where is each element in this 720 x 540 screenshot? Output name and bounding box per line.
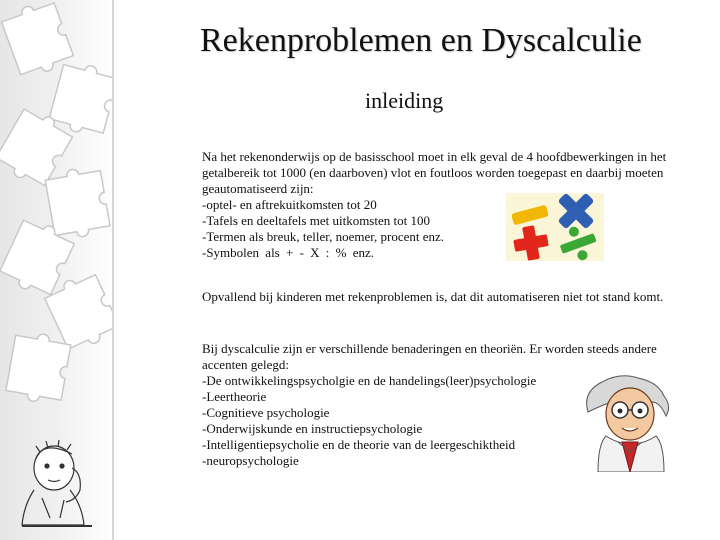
professor-illustration	[578, 372, 680, 472]
theory-item: -Intelligentiepsycholie en de theorie van de leergeschiktheid	[202, 437, 516, 452]
theories-intro: Bij dyscalculie zijn er verschillende benaderingen en theoriën. Er worden steeds andere accenten gelegd:	[202, 341, 657, 372]
requirement-item: -optel- en aftrekuitkomsten tot 20	[202, 197, 377, 212]
theory-item: -Leertheorie	[202, 389, 267, 404]
slide-title: Rekenproblemen en Dyscalculie	[200, 22, 642, 59]
left-decor-strip	[0, 0, 112, 540]
theory-item: -neuropsychologie	[202, 453, 299, 468]
requirements-intro: Na het rekenonderwijs op de basisschool moet in elk geval de 4 hoofdbewerkingen in het getalbereik tot 1000 (en daarboven) vlot en foutloos worden toegepast en daarbij moeten geautomatiseerd zijn:	[202, 149, 667, 196]
slide-subtitle: inleiding	[365, 88, 444, 113]
theory-item: -Cognitieve psychologie	[202, 405, 330, 420]
observation-text: Opvallend bij kinderen met rekenproblemen is, dat dit automatiseren niet tot stand komt.	[202, 289, 664, 304]
requirement-item: -Symbolen als + - X : % enz.	[202, 245, 375, 260]
observation-block	[202, 289, 697, 305]
thinking-student-illustration	[12, 438, 102, 533]
divider-line	[112, 0, 114, 540]
theory-item: -Onderwijskunde en instructiepsychologie	[202, 421, 423, 436]
requirements-block	[202, 149, 697, 261]
math-operators-icon	[506, 193, 604, 261]
puzzle-pieces-decoration	[0, 0, 112, 440]
theory-item: -De ontwikkelingspsycholgie en de handelings(leer)psychologie	[202, 373, 537, 388]
requirement-item: -Termen als breuk, teller, noemer, procent enz.	[202, 229, 445, 244]
requirement-item: -Tafels en deeltafels met uitkomsten tot 100	[202, 213, 430, 228]
